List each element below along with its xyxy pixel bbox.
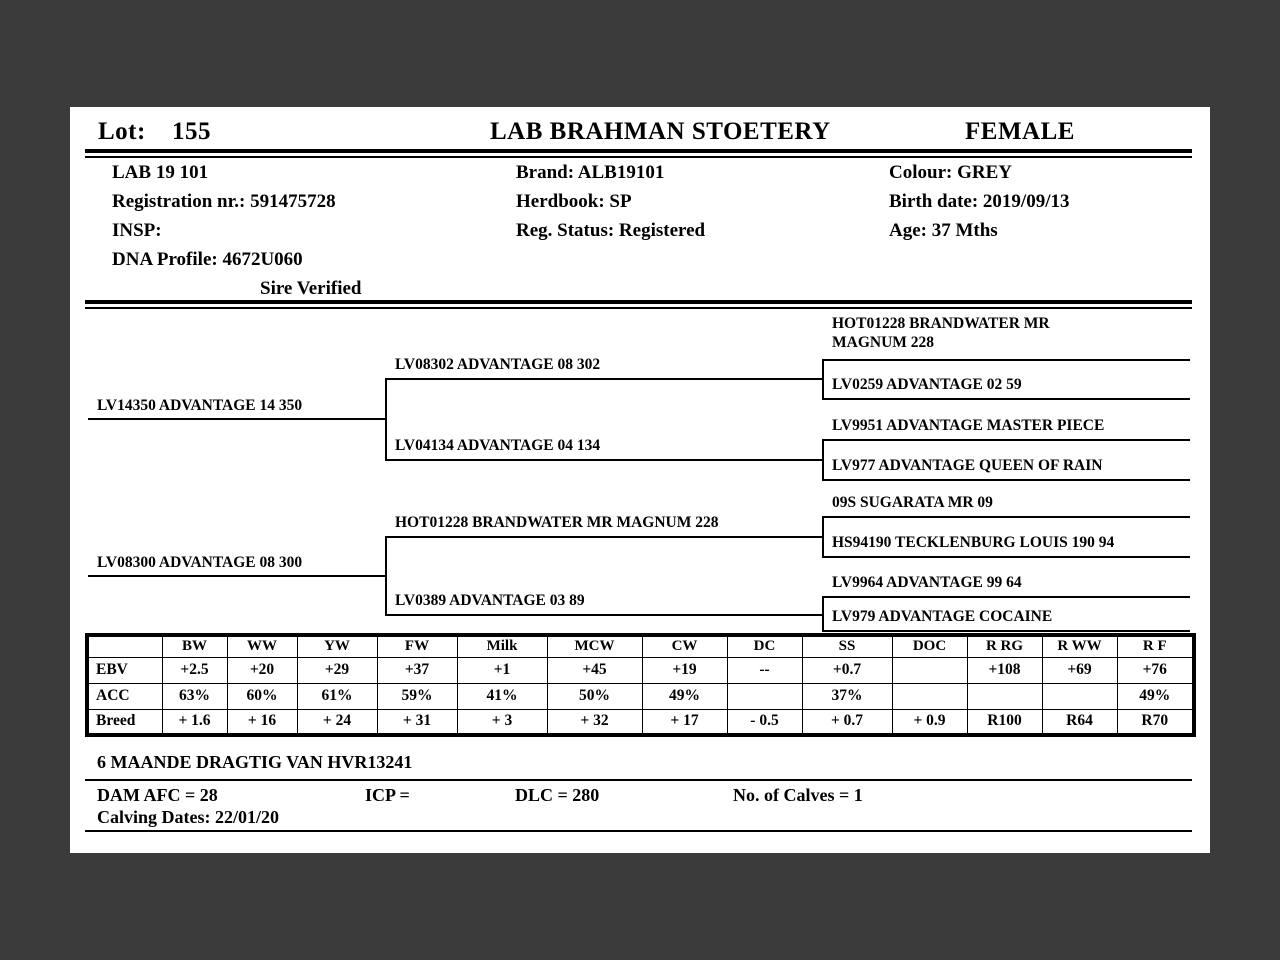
pedigree-line: [88, 418, 385, 420]
ebv-row-breed: [87, 709, 1194, 735]
brand-field: Brand: ALB19101: [516, 162, 665, 183]
pedigree-line: [822, 596, 1190, 598]
lot-label: Lot:: [98, 118, 146, 145]
pedigree-line: [822, 516, 824, 558]
ebv-cell: +76: [1117, 657, 1194, 683]
icp-field: ICP =: [365, 785, 410, 805]
lot-number: 155: [172, 118, 211, 145]
pedigree-gen3-item: HOT01228 BRANDWATER MR MAGNUM 228: [832, 315, 1050, 351]
dna-profile: DNA Profile: 4672U060: [112, 249, 303, 270]
ebv-cell: +108: [967, 657, 1042, 683]
pedigree-line: [822, 516, 1190, 518]
pedigree-gen3-item: 09S SUGARATA MR 09: [832, 494, 993, 511]
animal-id: LAB 19 101: [112, 162, 209, 183]
pregnancy-note: 6 MAANDE DRAGTIG VAN HVR13241: [97, 752, 413, 772]
ebv-cell: +20: [227, 657, 297, 683]
ebv-column-header: YW: [297, 635, 377, 657]
pedigree-line: [385, 378, 387, 461]
pedigree-sire-sire: LV08302 ADVANTAGE 08 302: [395, 356, 601, 373]
ebv-cell: 49%: [1117, 683, 1194, 709]
ebv-cell: R64: [1042, 709, 1117, 735]
ebv-cell: [727, 683, 802, 709]
header-divider-rule: [85, 149, 1192, 158]
ebv-column-header: DOC: [892, 635, 967, 657]
pedigree-sire-dam: LV04134 ADVANTAGE 04 134: [395, 437, 601, 454]
ebv-cell: 37%: [802, 683, 892, 709]
ebv-cell: + 17: [642, 709, 727, 735]
pedigree-line: [385, 459, 822, 461]
pedigree-gen3-item: LV9964 ADVANTAGE 99 64: [832, 574, 1022, 591]
ebv-column-header: FW: [377, 635, 457, 657]
ebv-column-header: Milk: [457, 635, 547, 657]
ebv-cell: +29: [297, 657, 377, 683]
ebv-cell: + 3: [457, 709, 547, 735]
pedigree-line: [385, 536, 822, 538]
pedigree-line: [385, 378, 822, 380]
ebv-row-acc: [87, 683, 1194, 709]
pedigree-gen3-item: LV0259 ADVANTAGE 02 59: [832, 376, 1022, 393]
pedigree-gen3-item: LV9951 ADVANTAGE MASTER PIECE: [832, 417, 1105, 434]
ebv-column-header: R F: [1117, 635, 1194, 657]
pedigree-line: [822, 398, 1190, 400]
ebv-cell: [1042, 683, 1117, 709]
ebv-cell: +69: [1042, 657, 1117, 683]
pedigree-line: [822, 359, 824, 400]
ebv-cell: +37: [377, 657, 457, 683]
ebv-cell: +19: [642, 657, 727, 683]
ebv-row-label: EBV: [87, 657, 162, 683]
page-title: LAB BRAHMAN STOETERY: [490, 118, 831, 145]
ebv-cell: [967, 683, 1042, 709]
ebv-cell: +2.5: [162, 657, 227, 683]
footer-bottom-line: [85, 830, 1192, 832]
insp-field: INSP:: [112, 220, 162, 241]
ebv-row-label: ACC: [87, 683, 162, 709]
footer-divider-line: [85, 779, 1192, 781]
ebv-cell: R70: [1117, 709, 1194, 735]
pedigree-line: [822, 479, 1190, 481]
sire-verified-note: Sire Verified: [260, 278, 362, 299]
registration-number: Registration nr.: 591475728: [112, 191, 336, 212]
ebv-column-header: WW: [227, 635, 297, 657]
ebv-cell: 50%: [547, 683, 642, 709]
ebv-cell: +1: [457, 657, 547, 683]
ebv-cell: [892, 657, 967, 683]
ebv-column-header: R RG: [967, 635, 1042, 657]
ebv-cell: + 0.7: [802, 709, 892, 735]
ebv-column-header: MCW: [547, 635, 642, 657]
pedigree-line: [385, 536, 387, 616]
ebv-cell: + 32: [547, 709, 642, 735]
reg-status-field: Reg. Status: Registered: [516, 220, 706, 241]
pedigree-gen3-item: HS94190 TECKLENBURG LOUIS 190 94: [832, 534, 1115, 551]
sex-label: FEMALE: [965, 118, 1075, 145]
pedigree-line: [822, 439, 824, 481]
calves-count-field: No. of Calves = 1: [733, 785, 863, 805]
dam-afc-field: DAM AFC = 28: [97, 785, 218, 805]
ebv-cell: --: [727, 657, 802, 683]
ebv-cell: 41%: [457, 683, 547, 709]
ebv-cell: + 31: [377, 709, 457, 735]
pedigree-line: [88, 575, 385, 577]
ebv-column-header: R WW: [1042, 635, 1117, 657]
ebv-cell: 59%: [377, 683, 457, 709]
ebv-cell: 61%: [297, 683, 377, 709]
pedigree-line: [385, 614, 822, 616]
ebv-row-label: Breed: [87, 709, 162, 735]
ebv-cell: + 16: [227, 709, 297, 735]
ebv-cell: + 0.9: [892, 709, 967, 735]
ebv-cell: + 24: [297, 709, 377, 735]
pedigree-line: [822, 439, 1190, 441]
ebv-cell: 63%: [162, 683, 227, 709]
ebv-cell: - 0.5: [727, 709, 802, 735]
ebv-column-header: DC: [727, 635, 802, 657]
ebv-cell: R100: [967, 709, 1042, 735]
details-divider-rule: [85, 300, 1192, 309]
ebv-cell: [892, 683, 967, 709]
pedigree-sire: LV14350 ADVANTAGE 14 350: [97, 397, 303, 414]
pedigree-line: [822, 596, 824, 632]
ebv-column-header: BW: [162, 635, 227, 657]
pedigree-dam-dam: LV0389 ADVANTAGE 03 89: [395, 592, 585, 609]
birth-date-field: Birth date: 2019/09/13: [889, 191, 1070, 212]
ebv-cell: +0.7: [802, 657, 892, 683]
age-field: Age: 37 Mths: [889, 220, 998, 241]
pedigree-gen3-item: LV977 ADVANTAGE QUEEN OF RAIN: [832, 457, 1103, 474]
calving-dates-field: Calving Dates: 22/01/20: [97, 807, 279, 827]
pedigree-dam: LV08300 ADVANTAGE 08 300: [97, 554, 303, 571]
ebv-header-row: [87, 635, 1194, 657]
ebv-cell: + 1.6: [162, 709, 227, 735]
ebv-cell: 49%: [642, 683, 727, 709]
ebv-column-header: [87, 635, 162, 657]
ebv-table-body: [87, 657, 1194, 735]
ebv-cell: 60%: [227, 683, 297, 709]
ebv-row-ebv: [87, 657, 1194, 683]
colour-field: Colour: GREY: [889, 162, 1012, 183]
ebv-table-container: [85, 633, 1192, 737]
dlc-field: DLC = 280: [515, 785, 600, 805]
pedigree-line: [822, 359, 1190, 361]
ebv-table: [85, 633, 1196, 737]
herdbook-field: Herdbook: SP: [516, 191, 632, 212]
pedigree-line: [822, 630, 1190, 632]
ebv-cell: +45: [547, 657, 642, 683]
ebv-column-header: CW: [642, 635, 727, 657]
pedigree-line: [822, 556, 1190, 558]
pedigree-gen3-item: LV979 ADVANTAGE COCAINE: [832, 608, 1053, 625]
pedigree-dam-sire: HOT01228 BRANDWATER MR MAGNUM 228: [395, 514, 719, 531]
catalog-page: [70, 107, 1210, 853]
ebv-column-header: SS: [802, 635, 892, 657]
